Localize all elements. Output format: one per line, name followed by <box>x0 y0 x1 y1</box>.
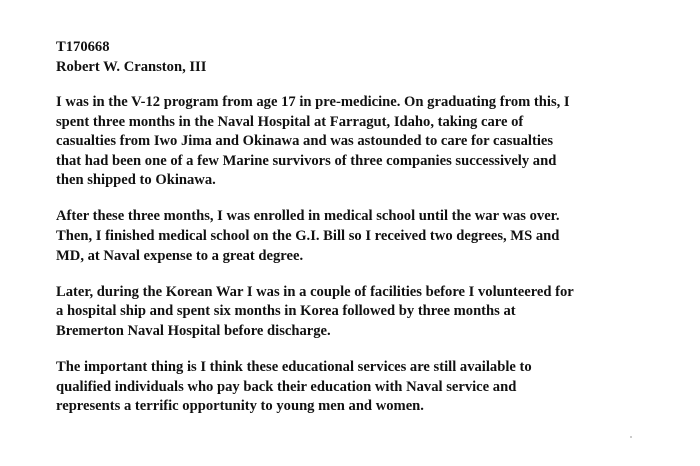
paragraph-line: qualified individuals who pay back their education with Naval service and <box>56 378 517 395</box>
paragraph-2 <box>56 207 656 266</box>
document-id: T170668 <box>56 39 110 55</box>
author-name: Robert W. Cranston, III <box>56 58 207 75</box>
paragraph-1 <box>56 93 656 191</box>
paragraph-line: spent three months in the Naval Hospital at Farragut, Idaho, taking care of <box>56 113 524 130</box>
paragraph-4 <box>56 358 656 417</box>
paragraph-line: a hospital ship and spent six months in Korea followed by three months at <box>56 303 516 320</box>
paragraph-line: Bremerton Naval Hospital before discharge. <box>56 322 331 339</box>
paragraph-line: that had been one of a few Marine survivors of three companies successively and <box>56 152 557 169</box>
paragraph-line: casualties from Iwo Jima and Okinawa and was astounded to care for casualties <box>56 133 554 150</box>
paragraph-line: then shipped to Okinawa. <box>56 172 216 189</box>
paragraph-line: Later, during the Korean War I was in a couple of facilities before I volunteered for <box>56 283 574 300</box>
paragraph-line: I was in the V-12 program from age 17 in pre-medicine. On graduating from this, I <box>56 94 570 110</box>
paragraph-line: After these three months, I was enrolled in medical school until the war was over. <box>56 208 560 225</box>
paragraph-line: represents a terrific opportunity to young men and women. <box>56 398 424 415</box>
paragraph-line: The important thing is I think these educational services are still available to <box>56 359 532 376</box>
document-header <box>56 38 206 77</box>
document-body <box>56 93 656 433</box>
paragraph-line: Then, I finished medical school on the G.I. Bill so I received two degrees, MS and <box>56 228 560 245</box>
paragraph-line: MD, at Naval expense to a great degree. <box>56 247 304 264</box>
scan-speck <box>630 436 632 438</box>
paragraph-3 <box>56 283 656 342</box>
